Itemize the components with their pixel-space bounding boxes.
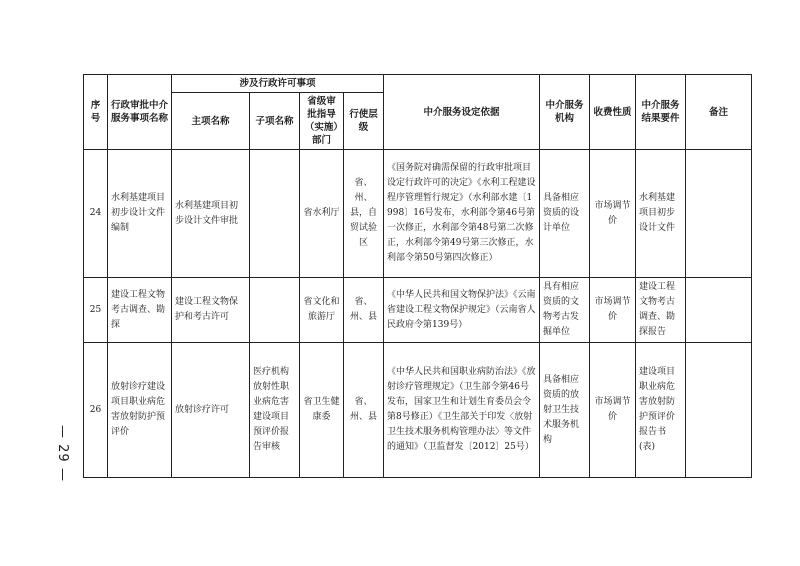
cell-basis: 《国务院对确需保留的行政审批项目设定行政许可的决定》《水利工程建设程序管理暂行规定》（水利部水建〔1998〕16号发布，水利部令第46号第一次修正，水利部令第48号第二次修正，水利部令第49号第三次修正，水利部令第50号第四次修正） — [384, 150, 540, 278]
cell-fee: 市场调节价 — [590, 150, 636, 278]
table-row — [84, 278, 752, 343]
cell-org: 具有相应资质的文物考古发掘单位 — [540, 278, 590, 343]
cell-sub-item — [250, 150, 300, 278]
header-dept: 省级审批指导（实施）部门 — [300, 93, 344, 150]
cell-level: 省、州、县 — [344, 278, 384, 343]
cell-level: 省、州、县，自贸试验区 — [344, 150, 384, 278]
header-item: 行政审批中介服务事项名称 — [108, 75, 172, 150]
approval-items-table — [83, 74, 752, 478]
cell-dept: 省水利厅 — [300, 150, 344, 278]
cell-dept: 省文化和旅游厅 — [300, 278, 344, 343]
page-number: — 29 — — [55, 425, 70, 482]
cell-seq: 24 — [84, 150, 108, 278]
cell-org: 具备相应资质的设计单位 — [540, 150, 590, 278]
cell-sub-item — [250, 278, 300, 343]
cell-note — [686, 150, 752, 278]
cell-main-item: 水利基建项目初步设计文件审批 — [172, 150, 250, 278]
header-group: 涉及行政许可事项 — [172, 75, 384, 93]
header-fee: 收费性质 — [590, 75, 636, 150]
cell-basis: 《中华人民共和国文物保护法》《云南省建设工程文物保护规定》（云南省人民政府令第139号） — [384, 278, 540, 343]
cell-item: 建设工程文物考古调查、勘探 — [108, 278, 172, 343]
cell-note — [686, 343, 752, 478]
header-basis: 中介服务设定依据 — [384, 75, 540, 150]
header-main-item: 主项名称 — [172, 93, 250, 150]
page-number-value: 29 — [55, 444, 70, 463]
cell-seq: 25 — [84, 278, 108, 343]
cell-fee: 市场调节价 — [590, 278, 636, 343]
cell-org: 具备相应资质的放射卫生技术服务机构 — [540, 343, 590, 478]
cell-sub-item: 医疗机构放射性职业病危害建设项目预评价报告审核 — [250, 343, 300, 478]
header-note: 备注 — [686, 75, 752, 150]
cell-item: 放射诊疗建设项目职业病危害放射防护预评价 — [108, 343, 172, 478]
cell-result: 建设项目职业病危害放射防护预评价报告书(表) — [636, 343, 686, 478]
header-sub-item: 子项名称 — [250, 93, 300, 150]
cell-note — [686, 278, 752, 343]
cell-item: 水利基建项目初步设计文件编制 — [108, 150, 172, 278]
cell-level: 省、州、县 — [344, 343, 384, 478]
header-result: 中介服务结果要件 — [636, 75, 686, 150]
table-row — [84, 150, 752, 278]
header-seq: 序号 — [84, 75, 108, 150]
table-row — [84, 343, 752, 478]
header-row-1 — [84, 75, 752, 93]
cell-dept: 省卫生健康委 — [300, 343, 344, 478]
cell-seq: 26 — [84, 343, 108, 478]
cell-main-item: 建设工程文物保护和考古许可 — [172, 278, 250, 343]
cell-basis: 《中华人民共和国职业病防治法》《放射诊疗管理规定》（卫生部令第46号发布，国家卫生和计划生育委员会令第8号修正）《卫生部关于印发〈放射卫生技术服务机构管理办法〉等文件的通知》（卫监督发〔2012〕25号） — [384, 343, 540, 478]
cell-main-item: 放射诊疗许可 — [172, 343, 250, 478]
cell-result: 水利基建项目初步设计文件 — [636, 150, 686, 278]
cell-result: 建设工程文物考古调查、勘探报告 — [636, 278, 686, 343]
header-org: 中介服务机构 — [540, 75, 590, 150]
header-level: 行使层级 — [344, 93, 384, 150]
cell-fee: 市场调节价 — [590, 343, 636, 478]
